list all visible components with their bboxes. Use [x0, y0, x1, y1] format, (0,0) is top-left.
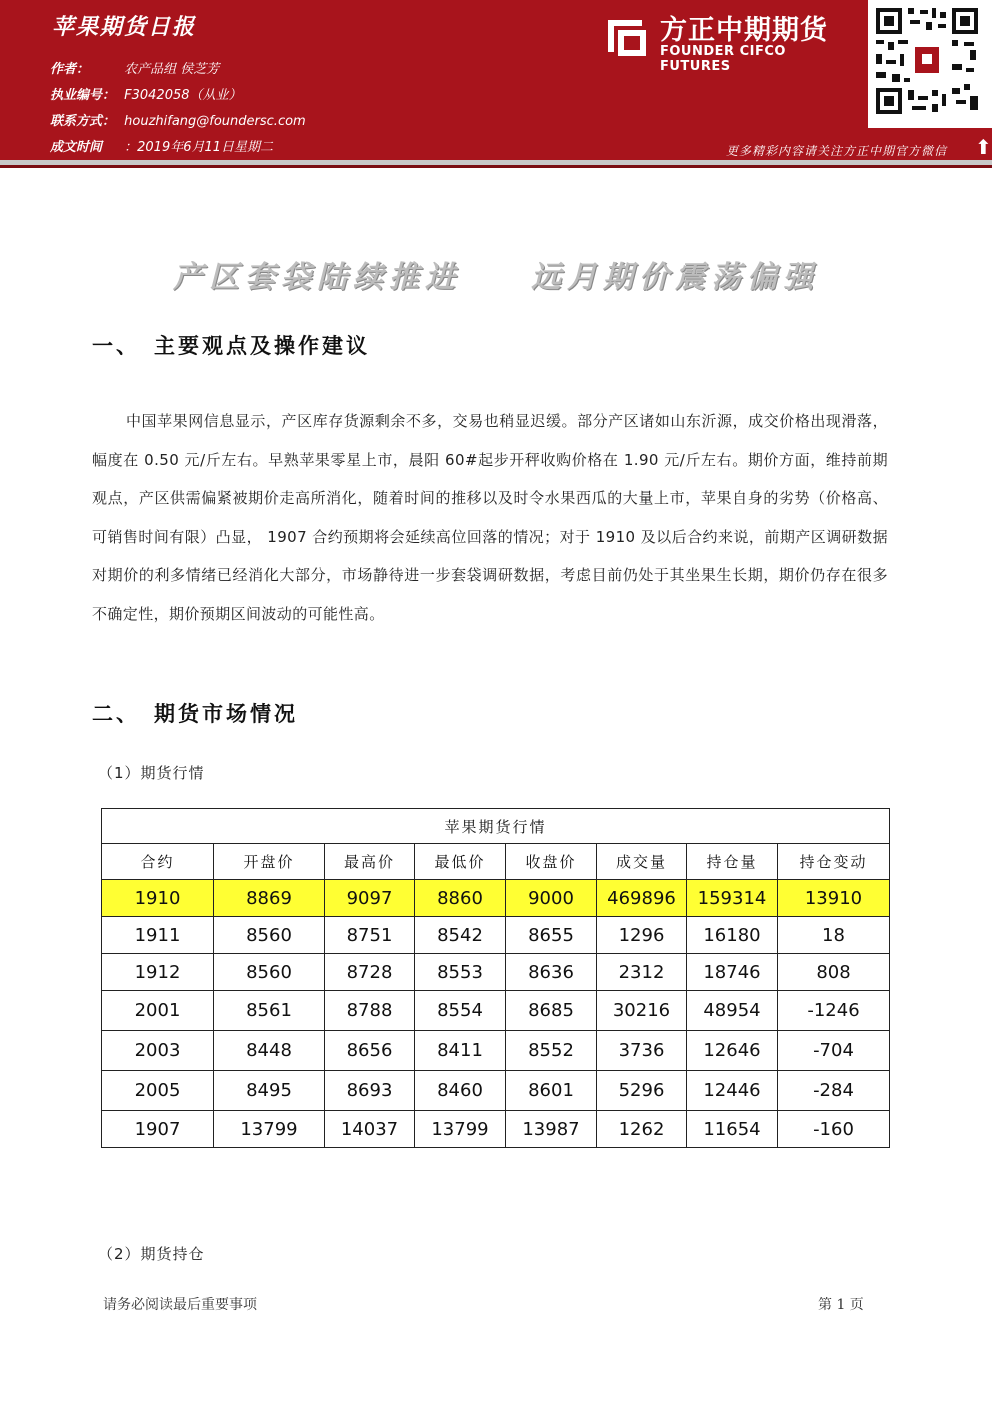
table-caption: 苹果期货行情 [102, 809, 890, 844]
table-cell: 14037 [325, 1111, 415, 1148]
table-cell: 1907 [102, 1111, 214, 1148]
follow-wechat-text: 更多精彩内容请关注方正中期官方微信 [726, 144, 948, 158]
table-cell: 2003 [102, 1031, 214, 1071]
table-cell: -284 [778, 1071, 890, 1111]
report-header [0, 0, 992, 172]
table-cell: 13910 [778, 880, 890, 917]
table-cell: 8542 [415, 917, 506, 954]
table-cell: 2001 [102, 991, 214, 1031]
section-number: 一、 [92, 334, 140, 358]
table-cell: 8552 [506, 1031, 597, 1071]
table-cell: 808 [778, 954, 890, 991]
table-cell: 48954 [687, 991, 778, 1031]
table-cell: 11654 [687, 1111, 778, 1148]
table-header: 最低价 [415, 844, 506, 880]
table-cell: 2312 [597, 954, 687, 991]
table-row [102, 917, 890, 954]
meta-license [50, 84, 242, 103]
table-cell: 8411 [415, 1031, 506, 1071]
table-cell: 8560 [214, 954, 325, 991]
table-cell: 13799 [415, 1111, 506, 1148]
section-number: 二、 [92, 702, 140, 726]
title-left: 产区套袋陆续推进 [173, 260, 461, 295]
subheading-futures-positions: （2）期货持仓 [98, 1245, 205, 1263]
meta-value: ：2019年6月11日星期二 [124, 140, 274, 155]
table-cell: 8554 [415, 991, 506, 1031]
page-number: 第 1 页 [818, 1297, 864, 1313]
table-cell: 1912 [102, 954, 214, 991]
table-header: 收盘价 [506, 844, 597, 880]
qr-code-icon [872, 4, 982, 118]
table-cell: 9097 [325, 880, 415, 917]
table-cell: 8636 [506, 954, 597, 991]
meta-author [50, 58, 219, 77]
table-cell: 3736 [597, 1031, 687, 1071]
meta-email[interactable]: houzhifang@foundersc.com [124, 114, 306, 129]
table-header: 持仓量 [687, 844, 778, 880]
futures-quote-table [101, 808, 890, 1148]
table-header: 开盘价 [214, 844, 325, 880]
section-heading-2 [92, 698, 298, 728]
table-row [102, 1071, 890, 1111]
logo-text-en: FOUNDER CIFCO FUTURES [660, 44, 786, 74]
table-cell: 8728 [325, 954, 415, 991]
table-cell: 12646 [687, 1031, 778, 1071]
meta-value: 农产品组 侯芝芳 [124, 62, 220, 77]
table-cell: 13799 [214, 1111, 325, 1148]
meta-label: 成文时间 [50, 140, 103, 155]
meta-contact [50, 110, 306, 129]
table-cell: 159314 [687, 880, 778, 917]
table-cell: 30216 [597, 991, 687, 1031]
table-cell: 2005 [102, 1071, 214, 1111]
meta-label: 作者： [50, 62, 90, 77]
table-header: 合约 [102, 844, 214, 880]
table-cell: -704 [778, 1031, 890, 1071]
table-row [102, 880, 890, 917]
company-logo [604, 6, 860, 74]
table-header: 成交量 [597, 844, 687, 880]
table-cell: 8693 [325, 1071, 415, 1111]
table-cell: 8460 [415, 1071, 506, 1111]
table-cell: 1296 [597, 917, 687, 954]
table-cell: 12446 [687, 1071, 778, 1111]
table-cell: 5296 [597, 1071, 687, 1111]
table-cell: 8860 [415, 880, 506, 917]
table-header: 最高价 [325, 844, 415, 880]
table-cell: 8561 [214, 991, 325, 1031]
report-title: 苹果期货日报 [52, 15, 197, 40]
table-cell: 13987 [506, 1111, 597, 1148]
table-row [102, 1031, 890, 1071]
main-paragraph: 中国苹果网信息显示，产区库存货源剩余不多，交易也稍显迟缓。部分产区诸如山东沂源，成交价格出现滑落，幅度在 0.50 元/斤左右。早熟苹果零星上市，晨阳 60#起步开秤收购价格在 1.90 元/斤左右。期价方面，维持前期观点，产区供需偏紧被期价走高所消化，随着时间的推移以及时令水果西瓜的大量上市，苹果自身的劣势（价格高、可销售时间有限）凸显， 1907 合约预期将会延续高位回落的情况；对于 1910 及以后合约来说，前期产区调研数据对期价的利多情绪已经消化大部分，市场静待进一步套袋调研数据，考虑目前仍处于其坐果生长期，期价仍存在很多不确定性，期价预期区间波动的可能性高。 [92, 412, 888, 623]
table-cell: 1262 [597, 1111, 687, 1148]
subheading-futures-quotes: （1）期货行情 [98, 764, 205, 782]
footer-disclaimer: 请务必阅读最后重要事项 [103, 1297, 257, 1313]
table-cell: 8560 [214, 917, 325, 954]
table-cell: 8656 [325, 1031, 415, 1071]
table-cell: 8751 [325, 917, 415, 954]
table-cell: 18 [778, 917, 890, 954]
table-cell: 8448 [214, 1031, 325, 1071]
header-divider-dark [0, 165, 992, 168]
meta-label: 联系方式： [50, 114, 116, 129]
table-cell: 8869 [214, 880, 325, 917]
table-cell: 18746 [687, 954, 778, 991]
arrow-up-icon: ⬆ [975, 135, 992, 159]
section-heading-1 [92, 330, 370, 360]
table-cell: -160 [778, 1111, 890, 1148]
table-cell: 8601 [506, 1071, 597, 1111]
logo-text-cn: 方正中期期货 [660, 15, 828, 46]
document-title [0, 252, 992, 296]
table-cell: 1910 [102, 880, 214, 917]
table-cell: -1246 [778, 991, 890, 1031]
table-cell: 8553 [415, 954, 506, 991]
table-cell: 8685 [506, 991, 597, 1031]
table-row [102, 954, 890, 991]
table-cell: 8655 [506, 917, 597, 954]
table-row [102, 1111, 890, 1148]
section-title: 期货市场情况 [154, 702, 298, 726]
title-right: 远月期价震荡偏强 [531, 260, 819, 295]
meta-date [50, 136, 273, 155]
table-row [102, 991, 890, 1031]
table-cell: 8788 [325, 991, 415, 1031]
meta-value: F3042058（从业） [124, 88, 242, 103]
table-cell: 8495 [214, 1071, 325, 1111]
table-cell: 16180 [687, 917, 778, 954]
table-header: 持仓变动 [778, 844, 890, 880]
table-cell: 9000 [506, 880, 597, 917]
table-cell: 1911 [102, 917, 214, 954]
table-cell: 469896 [597, 880, 687, 917]
section-title: 主要观点及操作建议 [154, 334, 370, 358]
meta-label: 执业编号： [50, 88, 116, 103]
logo-mark-icon [604, 12, 650, 58]
